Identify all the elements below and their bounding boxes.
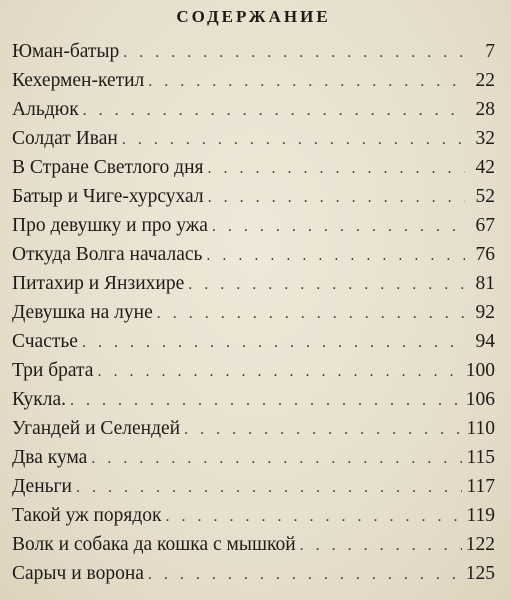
dot-leader bbox=[82, 328, 465, 357]
toc-entry-page-number: 42 bbox=[475, 157, 495, 178]
toc-entry-page-number: 110 bbox=[466, 418, 495, 439]
dot-leader bbox=[300, 531, 462, 560]
toc-entry bbox=[12, 530, 495, 559]
toc-entry bbox=[12, 385, 495, 414]
toc-entry-page-number: 122 bbox=[465, 534, 495, 555]
toc-entry-page-number: 106 bbox=[465, 389, 495, 410]
toc-entry bbox=[12, 211, 495, 240]
toc-entry bbox=[12, 443, 495, 472]
toc-entry-title: Девушка на луне bbox=[12, 302, 153, 323]
dot-leader bbox=[206, 241, 465, 270]
toc-entry-page-number: 94 bbox=[475, 331, 495, 352]
toc-entry-title: Три брата bbox=[12, 360, 94, 381]
toc-entry-page-number: 117 bbox=[466, 476, 495, 497]
toc-entry-title: Волк и собака да кошка с мышкой bbox=[12, 534, 296, 555]
toc-entry bbox=[12, 182, 495, 211]
toc-entry bbox=[12, 298, 495, 327]
page-title: СОДЕРЖАНИЕ bbox=[176, 7, 331, 26]
toc-entry-title: Батыр и Чиге-хурсухал bbox=[12, 186, 204, 207]
toc-entry bbox=[12, 414, 495, 443]
toc-entry bbox=[12, 269, 495, 298]
dot-leader bbox=[157, 299, 465, 328]
dot-leader bbox=[166, 502, 463, 531]
toc-entry-title: Угандей и Селендей bbox=[12, 418, 181, 439]
toc-entry bbox=[12, 559, 495, 588]
dot-leader bbox=[208, 154, 466, 183]
toc-entry-page-number: 92 bbox=[475, 302, 495, 323]
toc-entry bbox=[12, 327, 495, 356]
toc-entry-title: Солдат Иван bbox=[12, 128, 118, 149]
toc-entry-title: Юман-батыр bbox=[12, 41, 120, 62]
toc-entry bbox=[12, 95, 495, 124]
dot-leader bbox=[122, 125, 465, 154]
dot-leader bbox=[184, 415, 462, 444]
toc-entry-page-number: 22 bbox=[475, 70, 495, 91]
toc-entry-title: Кукла. bbox=[12, 389, 67, 410]
dot-leader bbox=[148, 67, 465, 96]
toc-entry-title: Питахир и Янзихире bbox=[12, 273, 185, 294]
toc-entry-page-number: 125 bbox=[465, 563, 495, 584]
toc-entry-page-number: 81 bbox=[475, 273, 495, 294]
toc-entry-page-number: 67 bbox=[475, 215, 495, 236]
toc-entry-title: Откуда Волга началась bbox=[12, 244, 203, 265]
toc-entry-page-number: 28 bbox=[475, 99, 495, 120]
table-of-contents bbox=[12, 37, 495, 588]
toc-entry-page-number: 115 bbox=[466, 447, 495, 468]
toc-entry-page-number: 7 bbox=[485, 41, 495, 62]
toc-entry-title: Два кума bbox=[12, 447, 88, 468]
toc-entry-title: Такой уж порядок bbox=[12, 505, 162, 526]
dot-leader bbox=[91, 444, 462, 473]
toc-entry-title: В Стране Светлого дня bbox=[12, 157, 204, 178]
toc-entry-page-number: 100 bbox=[465, 360, 495, 381]
toc-entry-title: Счастье bbox=[12, 331, 78, 352]
dot-leader bbox=[97, 357, 461, 386]
toc-entry bbox=[12, 37, 495, 66]
toc-entry bbox=[12, 501, 495, 530]
toc-entry bbox=[12, 356, 495, 385]
toc-entry-title: Деньги bbox=[12, 476, 72, 497]
toc-entry-page-number: 52 bbox=[475, 186, 495, 207]
toc-entry bbox=[12, 240, 495, 269]
toc-entry bbox=[12, 472, 495, 501]
dot-leader bbox=[70, 386, 462, 415]
dot-leader bbox=[148, 560, 462, 589]
dot-leader bbox=[212, 212, 465, 241]
dot-leader bbox=[208, 183, 465, 212]
toc-entry bbox=[12, 66, 495, 95]
toc-entry-title: Про девушку и про ужа bbox=[12, 215, 208, 236]
toc-entry bbox=[12, 153, 495, 182]
dot-leader bbox=[123, 38, 465, 67]
toc-entry-title: Сарыч и ворона bbox=[12, 563, 144, 584]
toc-entry-title: Кехермен-кетил bbox=[12, 70, 145, 91]
dot-leader bbox=[188, 270, 465, 299]
dot-leader bbox=[83, 96, 465, 125]
toc-entry-page-number: 76 bbox=[475, 244, 495, 265]
toc-entry-page-number: 119 bbox=[466, 505, 495, 526]
toc-entry-title: Альдюк bbox=[12, 99, 79, 120]
toc-entry-page-number: 32 bbox=[475, 128, 495, 149]
toc-entry bbox=[12, 124, 495, 153]
dot-leader bbox=[76, 473, 463, 502]
